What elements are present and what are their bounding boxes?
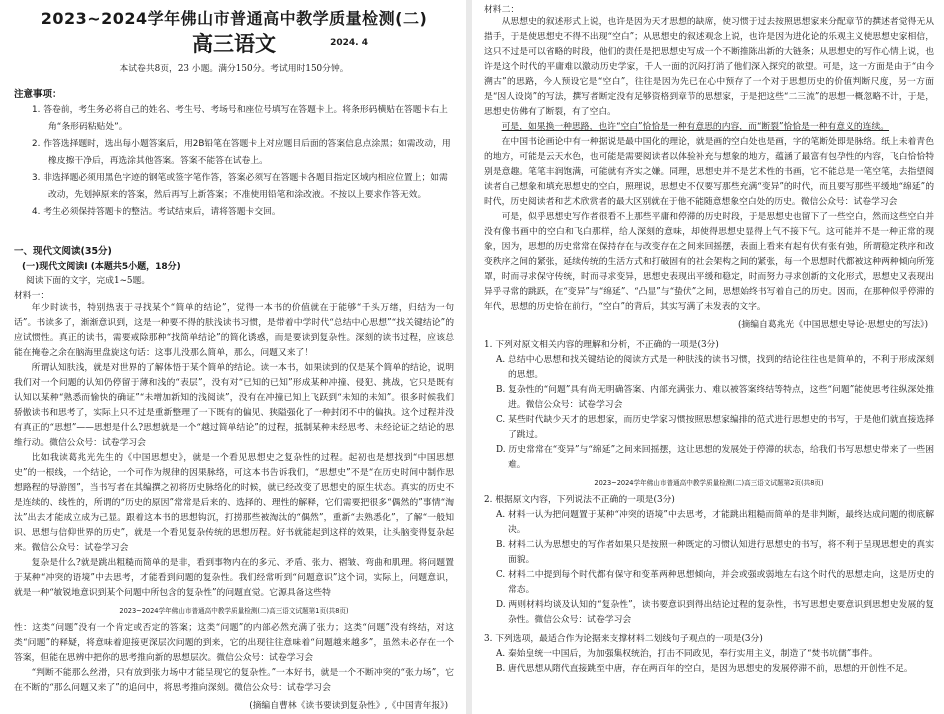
notice-item: 4. 考生必须保持答题卡的整洁。考试结束后，请将答题卡交回。 — [32, 207, 281, 217]
option: A. 总结中心思想和找关键结论的阅读方式是一种肤浅的读书习惯，找到的结论往往也是简单的，不利于形成深刻的思想。 — [496, 355, 934, 380]
paragraph: 在中国书论画论中有一种据说是最中国化的理论，就是画的空白处也是画，字的笔断处即是脉络。纸上未着青色的地方，可能是云天水色，也可能是需要阅读者以体验补充与想象的地方，蕴涵了最富有包孕性的内容，飞白恰恰特别是意趣。笔笔丰润饱满，可能就有齐实之嫌。同理，思想史并不是艺术性的书画，它不能总是一笔空笔，去指望阅读者自己想象和填充思想史的空白，照理说，思想史不仅要写那些充满“变异”的时代，而且要写那些平缓地“绵延”的时代，历史阅读者和艺术欣赏者的最大区别就在于他不能随意想象空白处的历史。微信公众号：试卷学习会 — [484, 137, 934, 207]
question-1: 1. 下列对原文相关内容的理解和分析，不正确的一项是(3分) — [484, 340, 719, 350]
paragraph: 年少时读书，特别热衷于寻找某个“简单的结论”，觉得一本书的价值就在于能够“千头万绪，归结为一句话”。书读多了，渐渐意识到，这是一种要不得的肤浅读书习惯，是带着中学时代“总结中心思想”“找关键结论”的应试惯性。真正的读书，需要戒除那种“找简单结论”的简化诱惑，而是要读到复杂性。深刻的读书过程，应该总能在掩卷之余在脑海里盘旋这句话：这事儿没那么简单，那么，问题又来了！ — [14, 303, 454, 358]
paragraph: 所谓认知肤浅，就是对世界的了解体悟于某个简单的结论。读一本书，如果读到的仅是某个简单的结论，说明我们对一个问题的认知仍停留于薄和浅的“表层”，没有对“已知的已知”形成某种冲撞、侵犯、挑战，它只是既有认知以某种“熟悉而愉快的确证”“未增加新知的浅阅读”，没有在冲撞已知上飞跃到“未知的未知”。很多时候我们骄傲读书和思考了，实际上只不过是重新整理了一下既有的偏见、狭隘强化了一种封闭不中的偏执。这个过程并没有真正的“思想”——思想是什么?思想就是一个“越过简单结论”的过程，抵制某种未经思考、未经论证之结论的思维行动。微信公众号：试卷学习会 — [14, 363, 454, 448]
option: B. 材料二认为思想史的写作者如果只是按照一种既定的习惯认知进行思想史的书写，将不利于呈现思想史的真实面貌。 — [496, 540, 934, 565]
option: A. 材料一认为把问题置于某种“冲突的语境”中去思考，才能跳出粗糙而简单的是非判断，最终达成问题的彻底解决。 — [496, 510, 934, 535]
paragraph: 复杂是什么?就是跳出粗糙而简单的是非，看到事物内在的多元、矛盾、张力、褶皱、弯曲和肌理。将问题置于某种“冲突的语境”中去思考，才能看到问题的复杂性。我们经常听到“问题意识”这个词，实际上，问题意识，就是一种“敏锐地意识到某个问题中所包含的复杂性”的问题直觉。它源具备这些特 — [14, 558, 454, 598]
paragraph: 从思想史的叙述形式上说，也许是因为天才思想的缺席，使习惯于过去按照思想家来分配章节的撰述者觉得无从措手，于是使思想史不得不出现“空白”；从思想史的叙述观念上说，也许是因为进化论的乐观主义使思想史家相信，这只不过是可以省略的时段，他们的责任是把思想史写成一个不断推陈出新的大链条；从思想史的写作心情上说，也许是这个时代的平庸难以激动历史学家，千人一面的沉闷打消了他们深入探究的欲望。可是，这一方面是由于“由今溯古”的思路，今人预设它是“空白”，往往是因为先已在心中预存了一个对于思想历史的价值判断尺度，另一方面是“因人设岗”的写法，撰写者断定没有足够资格到章节的思想家，于是把这些“二三流”的思想一概忽略不计，于是，思想史仿佛有了断裂，有了空白。 — [484, 17, 934, 117]
material2-body — [484, 15, 934, 315]
notice-title: 注意事项： — [14, 89, 62, 100]
exam-info: 本试卷共8页，23 小题。满分150分。考试用时150分钟。 — [119, 64, 349, 74]
page-right — [472, 0, 944, 714]
question-3: 3. 下列选项，最适合作为论据来支撑材料二划线句子观点的一项是(3分) — [484, 634, 763, 644]
page-left — [0, 0, 466, 714]
material1-body — [14, 301, 454, 601]
option: C. 材料二中提到每个时代都有保守和变革两种思想倾向，并会或强或弱地左右这个时代的思想走向，这是历史的常态。 — [496, 570, 934, 595]
paragraph: 比如我读葛兆光先生的《中国思想史》，就是一个看见思想史之复杂性的过程。起初也是想找到“中国思想史”的一根线，一个结论，一个可作为规律的因果脉络，可这本书告诉我们，“思想史”不是“在历史时间中制作思想路程的导游图”，当书写者在其编撰之初将历史脉络化的时候，就已经改变了思想史的原生状态。真实的历史不是连续的、线性的，所谓的“历史的原因”常常是后来的、选择的、理性的解释，它们需要把很多“偶然的”事情“淘汰”出去才能成立成为己显。跟着这本书的思想钩沉，打捞那些被淘汰的“偶然”，重新“去熟悉化”，了解“一般知识、思想与信仰世界的历史”，就是一个看见复杂传统的思想历程。好书就能起到这样的效果，让头脑变得复杂起来。微信公众号：试卷学习会 — [14, 453, 454, 553]
question-2: 2. 根据原文内容，下列说法不正确的一项是(3分) — [484, 495, 675, 505]
exam-date: 2024. 4 — [330, 38, 368, 48]
subsection-heading: (一)现代文阅读Ⅰ (本题共5小题，18分) — [22, 262, 181, 272]
page-footer: 2023~2024学年佛山市普通高中教学质量检测(二)高三语文试题第1页(共8页) — [119, 607, 349, 615]
reading-instruction: 阅读下面的文字，完成1~5题。 — [26, 276, 151, 286]
section-heading: 一、现代文阅读(35分) — [14, 246, 112, 257]
material-label: 材料一： — [14, 291, 50, 301]
underlined-sentence: 可是，如果换一种思路，也许“空白”恰恰是一种有意思的内容，而“断裂”恰恰是一种有意义的连续。 — [501, 122, 890, 132]
paragraph: 性：这类“问题”没有一个肯定或否定的答案；这类“问题”的内部必然充满了张力；这类“问题”没有终结，对这类“问题”的释疑，将意味着迎接更深层次问题的到来，它的出现往往意味着“问题越来越多”，虽然未必存在一个答案，但能在思辨中把你的思考推向新的思想层次。微信公众号：试卷学习会 — [14, 623, 454, 663]
notice-item: 3. 非选择题必须用黑色字迹的钢笔或签字笔作答，答案必须写在答题卡各题目指定区域内相应位置上；如需改动，先划掉原来的答案，然后再写上新答案；不准使用铅笔和涂改液。不按以上要求作答无效。 — [32, 173, 448, 200]
option: B. 唐代思想从隋代直接跳至中唐，存在两百年的空白，是因为思想史的发展停滞不前，思想的开创性不足。 — [496, 664, 913, 674]
page-footer: 2023~2024学年佛山市普通高中教学质量检测(二)高三语文试题第2页(共8页) — [594, 479, 824, 487]
exam-title: 2023~2024学年佛山市普通高中教学质量检测(二) — [40, 9, 428, 28]
notice-item: 1. 答卷前，考生务必将自己的姓名、考生号、考场号和座位号填写在答题卡上。将条形码横贴在答题卡右上角“条形码粘贴处”。 — [32, 105, 448, 132]
notice-list — [14, 102, 454, 221]
notice-item: 2. 作答选择题时，选出每小题答案后，用2B铅笔在答题卡上对应题目后面的答案信息点涂黑；如需改动，用橡皮擦干净后，再选涂其他答案。答案不能答在试卷上。 — [32, 139, 451, 166]
source-citation: (摘编自葛兆光《中国思想史导论·思想史的写法》) — [738, 320, 928, 330]
option: D. 两则材料均谈及认知的“复杂性”，读书要意识到得出结论过程的复杂性，书写思想史要意识到思想史发展的复杂性。微信公众号：试卷学习会 — [496, 600, 934, 625]
option: A. 秦始皇统一中国后，为加强集权统治，打击不同政见，奉行实用主义，制造了“焚书坑儒”事件。 — [496, 649, 878, 659]
option: D. 历史常常在“变异”与“绵延”之间来回摇摆，这让思想的发展处于停滞的状态，给我们书写思想史带来了一些困难。 — [496, 445, 934, 470]
option: C. 某些时代缺少天才的思想家，而历史学家习惯按照思想家编排的范式进行思想史的书写，于是他们就直接选择了跳过。 — [496, 415, 934, 440]
source-citation: (摘编自曹林《读书要读到复杂性》,《中国青年报》) — [249, 701, 448, 711]
material1-continued — [14, 621, 454, 696]
exam-subject: 高三语文 — [192, 32, 276, 56]
material-label: 材料二： — [484, 5, 520, 15]
paragraph: 可是，似乎思想史写作者很看不上那些平庸和停滞的历史时段，于是思想史也留下了一些空白，然而这些空白并没有像书画中的空白和飞白那样，给人深刻的意味，却使得思想史显得上气不接下气。这可能并不是一种正常的现象，因为，思想的历史常常在保持存在与改变存在之间来回摇摆，表面上看来有起有伏有张有弛，所谓稳定秩序和改变秩序之间的紧张，延续传统的生活方式和打破固有的社会架构之间的紧张，每一个思想时代都被这种两种倾向所笼罩，时而寻求保守传统，时而寻求变异，思想史表现出平缓和稳定，时而努力寻求创新的文化形式，思想史又表现出异乎寻常的跳跃，在“变异”与“绵延”、“凸显”与“蛰伏”之间，思想始终书写着自己的历史。因而，在那种似乎停滞的年代，思想的历史恰在前行，“空白”的背后，其实写满了未发表的文字。 — [484, 212, 934, 312]
paragraph: “判断不能那么丝滑，只有放到张力场中才能呈现它的复杂性。”一本好书，就是一个不断冲突的“张力场”，它在不断的“那么问题又来了”的追问中，将思考推向深刻。微信公众号：试卷学习会 — [14, 668, 454, 693]
subtitle-row — [14, 29, 454, 59]
option: B. 复杂性的“问题”具有尚无明确答案、内部充满张力、难以被答案终结等特点，这些“问题”能使思考往纵深处推进。微信公众号：试卷学习会 — [496, 385, 934, 410]
